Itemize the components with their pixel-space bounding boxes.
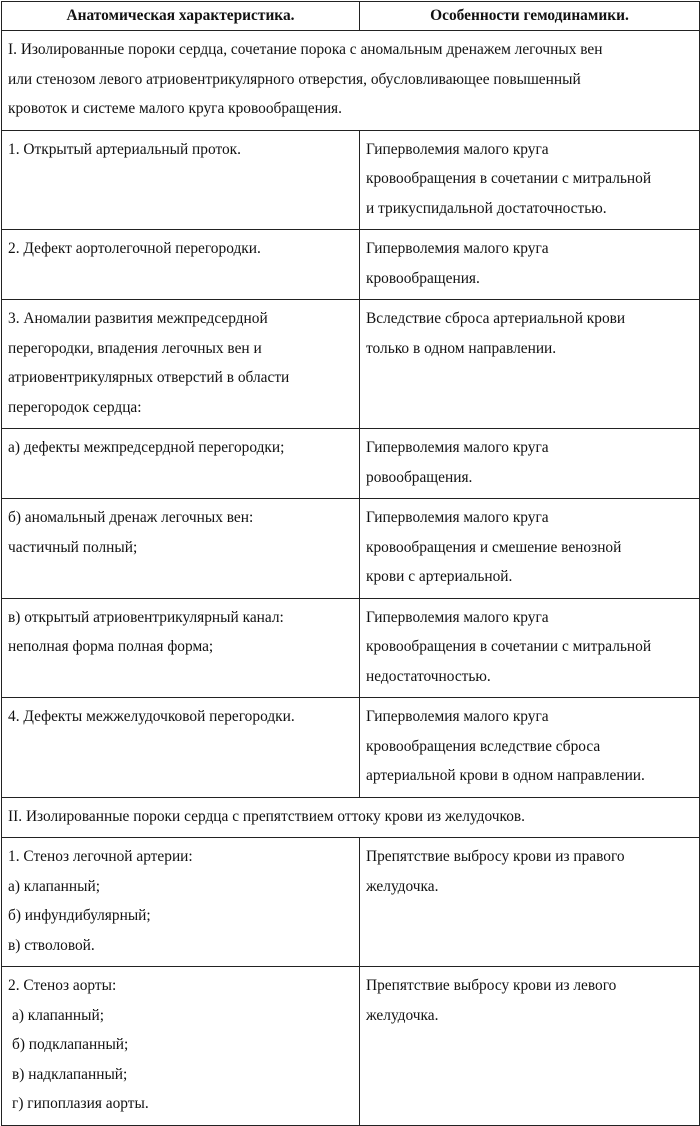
- section1-title-row: [2, 31, 700, 131]
- cell-line: желудочка.: [366, 1006, 439, 1024]
- cell-line: артериальной крови в одном направлении.: [366, 767, 645, 784]
- cell-line: частичный полный;: [8, 538, 138, 556]
- cell-line: б) аномальный дренаж легочных вен:: [8, 509, 254, 526]
- cell-line: кровообращения.: [366, 269, 480, 287]
- cell-line: перегородок сердца:: [8, 398, 142, 416]
- cell-line: в) стволовой.: [8, 936, 95, 954]
- hemodynamics-cell: [360, 698, 700, 798]
- cell-line: Гиперволемия малого круга: [366, 708, 549, 725]
- hemodynamics-cell: [360, 429, 700, 499]
- section-title-line: кровоток и системе малого круга кровообращения.: [8, 100, 342, 117]
- header-hemodynamics: Особенности гемодинамики.: [360, 2, 700, 31]
- cell-line: Гиперволемия малого круга: [366, 608, 549, 626]
- cell-line: в) надклапанный;: [12, 1065, 128, 1083]
- hemodynamics-cell: [360, 499, 700, 599]
- cell-line: желудочка.: [366, 877, 439, 895]
- anatomy-cell: [2, 967, 360, 1126]
- anatomy-cell: [2, 598, 360, 698]
- anatomy-cell: [2, 300, 360, 429]
- section1-title: [2, 31, 700, 131]
- table-row: [2, 838, 700, 967]
- cell-line: перегородки, впадения легочных вен и: [8, 339, 262, 357]
- hemodynamics-cell: [360, 838, 700, 967]
- section-title-line: или стенозом левого атриовентрикулярного отверстия, обусловливающее повышенный: [8, 70, 581, 88]
- cell-line: Гиперволемия малого круга: [366, 439, 549, 456]
- table-row: [2, 499, 700, 599]
- cell-line: г) гипоплазия аорты.: [12, 1095, 149, 1112]
- anatomy-cell: [2, 230, 360, 300]
- hemodynamics-cell: [360, 967, 700, 1126]
- cell-line: ровообращения.: [366, 468, 473, 486]
- section2-title: [2, 797, 700, 838]
- table-row: [2, 230, 700, 300]
- section2-title-row: [2, 797, 700, 838]
- hemodynamics-cell: [360, 230, 700, 300]
- cell-line: Вследствие сброса артериальной крови: [366, 310, 626, 327]
- header-anatomy: Анатомическая характеристика.: [2, 2, 360, 31]
- cell-line: кровообращения в сочетании с митральной: [366, 170, 652, 187]
- table-body: [2, 31, 700, 1126]
- anatomy-cell: [2, 499, 360, 599]
- table-row: [2, 429, 700, 499]
- hemodynamics-cell: [360, 300, 700, 429]
- table-header-row: [2, 2, 700, 31]
- section-title-line: II. Изолированные пороки сердца с препятствием оттоку крови из желудочков.: [8, 807, 526, 825]
- hemodynamics-cell: [360, 130, 700, 230]
- cell-line: 1. Стеноз легочной артерии:: [8, 848, 193, 865]
- anatomy-cell: [2, 698, 360, 798]
- cell-line: 1. Открытый артериальный проток.: [8, 140, 242, 158]
- cell-line: 2. Дефект аортолегочной перегородки.: [8, 240, 261, 257]
- cell-line: недостаточностью.: [366, 667, 491, 685]
- cell-line: 2. Стеноз аорты:: [8, 977, 117, 994]
- cell-line: и трикуспидальной достаточностью.: [366, 199, 607, 217]
- cell-line: 3. Аномалии развития межпредсердной: [8, 310, 268, 327]
- anatomy-cell: [2, 838, 360, 967]
- table-row: [2, 598, 700, 698]
- cell-line: кровообращения вследствие сброса: [366, 737, 601, 755]
- cell-line: Гиперволемия малого круга: [366, 240, 549, 257]
- cell-line: крови с артериальной.: [366, 568, 513, 585]
- cell-line: кровообращения и смешение венозной: [366, 538, 622, 556]
- cell-line: Препятствие выбросу крови из правого: [366, 848, 625, 865]
- cell-line: а) дефекты межпредсердной перегородки;: [8, 439, 285, 456]
- cell-line: а) клапанный;: [8, 877, 100, 895]
- cell-line: в) открытый атриовентрикулярный канал:: [8, 608, 284, 626]
- hemodynamics-cell: [360, 598, 700, 698]
- cell-line: Препятствие выбросу крови из левого: [366, 977, 617, 994]
- table-row: [2, 698, 700, 798]
- cell-line: только в одном направлении.: [366, 339, 557, 357]
- cell-line: Гиперволемия малого круга: [366, 509, 549, 526]
- table-row: [2, 130, 700, 230]
- hemodynamics-table: [1, 1, 700, 1126]
- cell-line: б) подклапанный;: [12, 1036, 129, 1053]
- anatomy-cell: [2, 130, 360, 230]
- cell-line: Гиперволемия малого круга: [366, 140, 549, 158]
- cell-line: 4. Дефекты межжелудочковой перегородки.: [8, 708, 295, 725]
- anatomy-cell: [2, 429, 360, 499]
- cell-line: а) клапанный;: [12, 1006, 104, 1024]
- cell-line: атриовентрикулярных отверстий в области: [8, 369, 290, 386]
- section-title-line: I. Изолированные пороки сердца, сочетание порока с аномальным дренажем легочных вен: [8, 41, 603, 58]
- cell-line: неполная форма полная форма;: [8, 638, 214, 655]
- table-row: [2, 967, 700, 1126]
- cell-line: б) инфундибулярный;: [8, 907, 151, 924]
- cell-line: кровообращения в сочетании с митральной: [366, 638, 652, 655]
- table-row: [2, 300, 700, 429]
